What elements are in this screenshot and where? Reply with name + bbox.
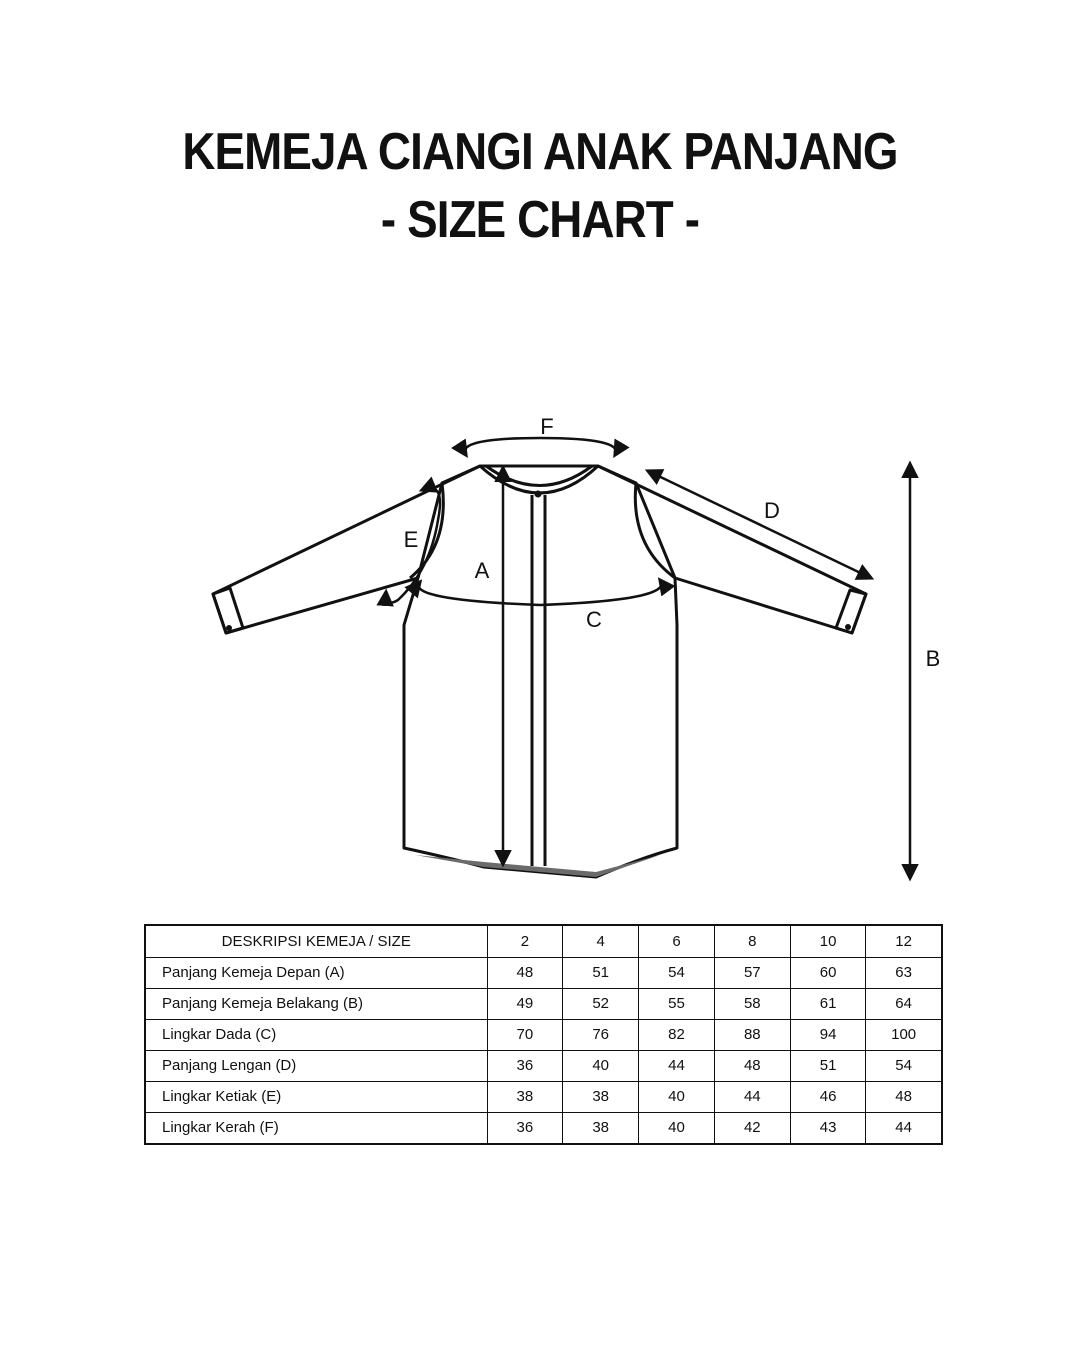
table-row — [145, 1019, 942, 1050]
table-cell: 40 — [639, 1081, 715, 1112]
table-cell: 54 — [639, 957, 715, 988]
table-cell: 43 — [790, 1112, 866, 1144]
row-label: Panjang Lengan (D) — [145, 1050, 487, 1081]
table-cell: 54 — [866, 1050, 942, 1081]
row-label: Lingkar Dada (C) — [145, 1019, 487, 1050]
right-cuff-button — [845, 624, 851, 630]
table-cell: 60 — [790, 957, 866, 988]
left-cuff-button — [226, 625, 232, 631]
table-cell: 38 — [487, 1081, 563, 1112]
table-cell: 44 — [639, 1050, 715, 1081]
table-cell: 44 — [866, 1112, 942, 1144]
table-cell: 64 — [866, 988, 942, 1019]
table-cell: 55 — [639, 988, 715, 1019]
row-label: Panjang Kemeja Depan (A) — [145, 957, 487, 988]
label-b: B — [925, 646, 941, 671]
header-size: 10 — [790, 925, 866, 957]
label-d: D — [764, 498, 780, 523]
table-cell: 82 — [639, 1019, 715, 1050]
header-size: 2 — [487, 925, 563, 957]
table-row — [145, 1050, 942, 1081]
table-row — [145, 1081, 942, 1112]
table-row — [145, 1112, 942, 1144]
table-cell: 38 — [563, 1112, 639, 1144]
table-cell: 42 — [714, 1112, 790, 1144]
table-cell: 61 — [790, 988, 866, 1019]
table-cell: 40 — [639, 1112, 715, 1144]
row-label: Lingkar Kerah (F) — [145, 1112, 487, 1144]
table-cell: 76 — [563, 1019, 639, 1050]
measure-c-arc — [419, 580, 662, 605]
table-cell: 100 — [866, 1019, 942, 1050]
measure-d-line — [648, 471, 871, 578]
table-cell: 36 — [487, 1050, 563, 1081]
table-cell: 58 — [714, 988, 790, 1019]
table-cell: 49 — [487, 988, 563, 1019]
table-cell: 38 — [563, 1081, 639, 1112]
measure-f-arc — [465, 438, 616, 455]
table-row — [145, 988, 942, 1019]
table-cell: 70 — [487, 1019, 563, 1050]
row-label: Lingkar Ketiak (E) — [145, 1081, 487, 1112]
header-size: 4 — [563, 925, 639, 957]
header-description: DESKRIPSI KEMEJA / SIZE — [145, 925, 487, 957]
table-cell: 51 — [563, 957, 639, 988]
table-row — [145, 957, 942, 988]
label-c: C — [586, 607, 602, 632]
table-cell: 48 — [714, 1050, 790, 1081]
row-label: Panjang Kemeja Belakang (B) — [145, 988, 487, 1019]
table-cell: 63 — [866, 957, 942, 988]
table-cell: 44 — [714, 1081, 790, 1112]
table-cell: 52 — [563, 988, 639, 1019]
table-cell: 51 — [790, 1050, 866, 1081]
right-cuff — [836, 590, 866, 633]
header-size: 8 — [714, 925, 790, 957]
table-cell: 48 — [487, 957, 563, 988]
table-cell: 40 — [563, 1050, 639, 1081]
table-cell: 46 — [790, 1081, 866, 1112]
header-size: 12 — [866, 925, 942, 957]
collar-button — [535, 491, 542, 498]
shirt-body — [404, 466, 677, 877]
title-line-2: - SIZE CHART - — [380, 191, 700, 249]
collar — [480, 466, 598, 493]
header-size: 6 — [639, 925, 715, 957]
table-cell: 57 — [714, 957, 790, 988]
label-f: F — [540, 414, 554, 439]
table-cell: 36 — [487, 1112, 563, 1144]
measurement-lines — [386, 438, 910, 878]
table-header-row — [145, 925, 942, 957]
label-e: E — [403, 527, 419, 552]
table-cell: 94 — [790, 1019, 866, 1050]
table-cell: 48 — [866, 1081, 942, 1112]
size-chart-table — [144, 924, 943, 1145]
title-line-1: KEMEJA CIANGI ANAK PANJANG — [182, 123, 898, 181]
table-cell: 88 — [714, 1019, 790, 1050]
label-a: A — [474, 558, 490, 583]
